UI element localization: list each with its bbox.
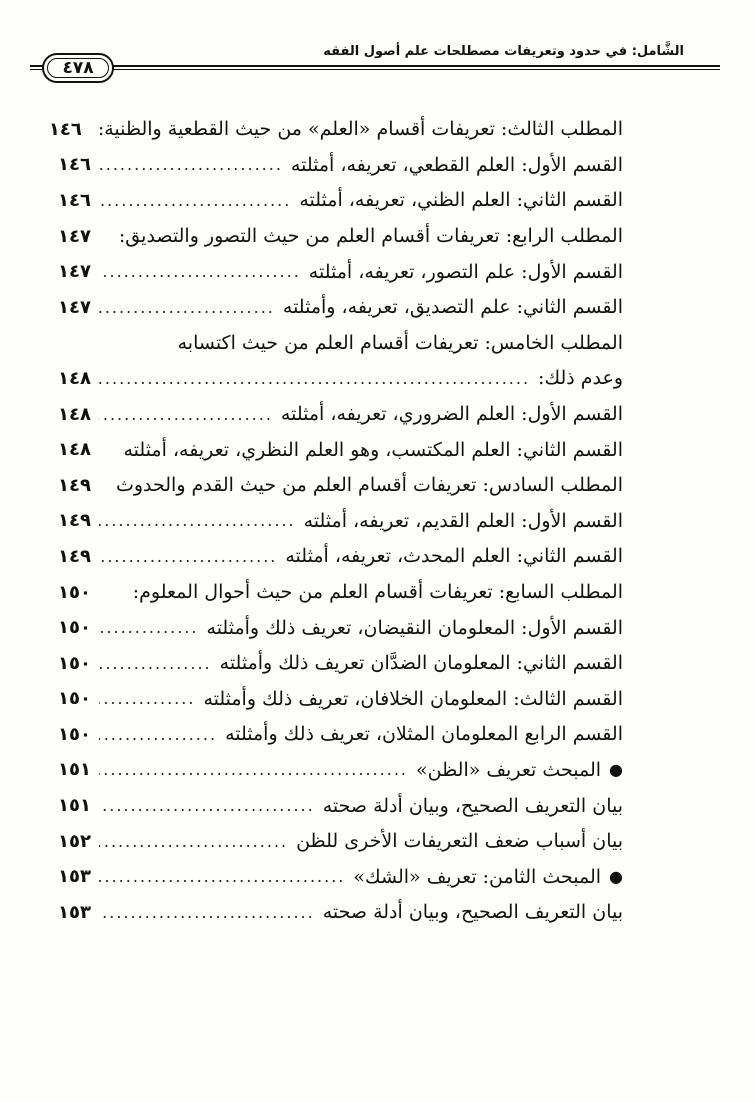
table-of-contents	[48, 112, 623, 931]
toc-entry-page: ١٥١	[58, 795, 91, 817]
toc-entry[interactable]	[58, 646, 623, 682]
toc-entry[interactable]	[58, 326, 623, 362]
header-title: الشَّامل: في حدود وتعريفات مصطلحات علم أصول الفقه	[323, 44, 684, 59]
bullet-icon: ●	[609, 760, 623, 780]
dot-leader	[99, 798, 315, 814]
toc-entry-page: ١٥٠	[58, 581, 91, 603]
toc-entry-page: ١٤٦	[48, 118, 82, 140]
dot-leader	[99, 513, 296, 529]
toc-entry-title: بيان التعريف الصحيح، وبيان أدلة صحته	[322, 794, 623, 817]
toc-entry-title: وعدم ذلك:	[538, 367, 623, 390]
toc-entry-title: المبحث الثامن: تعريف «الشك»	[353, 865, 602, 888]
page-number: ٤٧٨	[62, 58, 94, 78]
dot-leader	[99, 157, 283, 173]
toc-entry-title: المطلب الخامس: تعريفات أقسام العلم من حيث اكتسابه	[177, 331, 623, 354]
toc-entry[interactable]	[58, 504, 623, 540]
toc-entry[interactable]	[48, 112, 623, 148]
toc-entry[interactable]	[58, 432, 623, 468]
toc-entry[interactable]	[58, 290, 623, 326]
toc-entry-title: القسم الثالث: المعلومان الخلافان، تعريف ذلك وأمثلته	[203, 687, 623, 710]
toc-entry[interactable]	[58, 539, 623, 575]
dot-leader	[99, 549, 277, 565]
toc-entry-page: ١٥٣	[58, 866, 91, 888]
toc-entry-title: القسم الأول: علم التصور، تعريفه، أمثلته	[308, 260, 623, 283]
toc-entry-title: المطلب السابع: تعريفات أقسام العلم من حيث أحوال المعلوم:	[132, 581, 623, 604]
toc-entry-page: ١٤٧	[58, 296, 91, 318]
toc-entry[interactable]	[58, 717, 623, 753]
dot-leader	[99, 727, 217, 743]
toc-entry-title: القسم الثاني: العلم المكتسب، وهو العلم النظري، تعريفه، أمثلته	[123, 438, 623, 461]
toc-entry-page: ١٤٩	[58, 510, 91, 532]
toc-entry-page: ١٤٨	[58, 439, 91, 461]
toc-entry[interactable]	[58, 254, 623, 290]
toc-entry[interactable]	[58, 361, 623, 397]
toc-entry-page: ١٤٨	[58, 367, 91, 389]
toc-entry[interactable]	[58, 219, 623, 255]
toc-entry-title: القسم الأول: العلم القديم، تعريفه، أمثلته	[303, 509, 623, 532]
toc-entry[interactable]	[58, 859, 623, 895]
toc-entry-title: القسم الثاني: العلم الظني، تعريفه، أمثلته	[299, 189, 623, 212]
toc-entry[interactable]	[58, 183, 623, 219]
toc-entry-title: القسم الثاني: المعلومان الضدَّان تعريف ذلك وأمثلته	[219, 652, 623, 675]
dot-leader	[99, 371, 530, 387]
running-header	[30, 34, 720, 104]
toc-entry-page: ١٥٠	[58, 617, 91, 639]
toc-entry-title: المطلب السادس: تعريفات أقسام العلم من حيث القدم والحدوث	[115, 474, 623, 497]
toc-entry-title: بيان التعريف الصحيح، وبيان أدلة صحته	[322, 901, 623, 924]
toc-entry[interactable]	[58, 682, 623, 718]
toc-entry[interactable]	[58, 895, 623, 931]
toc-entry-page: ١٥٢	[58, 830, 91, 852]
dot-leader	[99, 407, 273, 423]
dot-leader	[99, 762, 408, 778]
toc-entry-title: القسم الثاني: علم التصديق، تعريفه، وأمثلته	[282, 296, 623, 319]
toc-entry[interactable]	[58, 824, 623, 860]
toc-entry-page: ١٥٠	[58, 688, 91, 710]
toc-entry-title: القسم الأول: المعلومان النقيضان، تعريف ذلك وأمثلته	[206, 616, 623, 639]
bullet-icon: ●	[609, 867, 623, 887]
dot-leader	[99, 300, 275, 316]
toc-entry-page: ١٤٨	[58, 403, 91, 425]
toc-entry-page: ١٤٩	[58, 545, 91, 567]
toc-entry-title: القسم الثاني: العلم المحدث، تعريفه، أمثلته	[285, 545, 623, 568]
toc-entry-page: ١٤٩	[58, 474, 91, 496]
toc-entry-page: ١٥٣	[58, 901, 91, 923]
toc-entry-page: ١٤٦	[58, 189, 91, 211]
dot-leader	[99, 905, 315, 921]
dot-leader	[99, 193, 291, 209]
header-rule-thin	[30, 69, 720, 70]
toc-entry-title: القسم الرابع المعلومان المثلان، تعريف ذلك وأمثلته	[225, 723, 623, 746]
toc-entry-title: المطلب الرابع: تعريفات أقسام العلم من حيث التصور والتصديق:	[118, 225, 623, 248]
toc-entry-title: المطلب الثالث: تعريفات أقسام «العلم» من حيث القطعية والظنية:	[97, 118, 623, 141]
toc-entry[interactable]	[58, 788, 623, 824]
toc-entry-page: ١٤٦	[58, 154, 91, 176]
toc-entry-title: القسم الأول: العلم الضروري، تعريفه، أمثلته	[280, 403, 623, 426]
toc-entry-page: ١٥٠	[58, 652, 91, 674]
toc-entry[interactable]	[58, 148, 623, 184]
toc-entry-page: ١٥١	[58, 759, 91, 781]
dot-leader	[99, 834, 288, 850]
header-rule-thick	[30, 65, 720, 67]
toc-entry[interactable]	[58, 610, 623, 646]
dot-leader	[99, 691, 195, 707]
dot-leader	[99, 869, 345, 885]
toc-entry-page: ١٥٠	[58, 723, 91, 745]
toc-entry[interactable]	[58, 575, 623, 611]
toc-entry-page: ١٤٧	[58, 261, 91, 283]
toc-entry-title: بيان أسباب ضعف التعريفات الأخرى للظن	[296, 830, 623, 853]
dot-leader	[99, 620, 199, 636]
toc-entry[interactable]	[58, 397, 623, 433]
toc-entry-page: ١٤٧	[58, 225, 91, 247]
dot-leader	[99, 264, 301, 280]
toc-entry[interactable]	[58, 753, 623, 789]
toc-entry[interactable]	[58, 468, 623, 504]
toc-entry-title: المبحث تعريف «الظن»	[415, 758, 602, 781]
page-number-badge	[42, 53, 114, 83]
toc-entry-title: القسم الأول: العلم القطعي، تعريفه، أمثلته	[290, 153, 623, 176]
dot-leader	[99, 656, 212, 672]
